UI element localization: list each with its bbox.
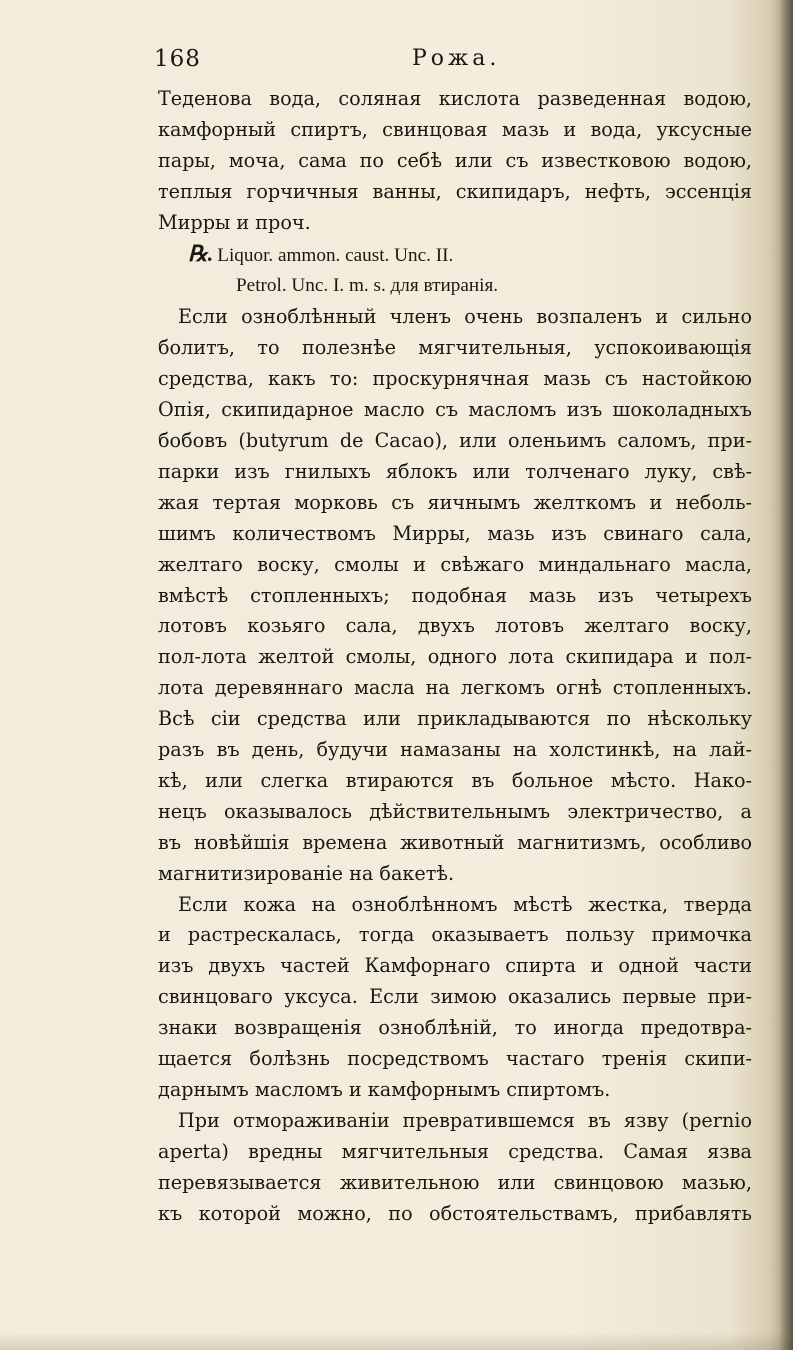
text-line: шимъ количествомъ Мирры, мазь изъ свинаго сала,	[158, 521, 752, 545]
text-line: пол-лота желтой смолы, одного лота скипидара и пол-	[158, 645, 752, 669]
text-line: лота деревяннаго масла на легкомъ огнѣ стопленныхъ.	[158, 676, 752, 700]
prescription-line	[158, 239, 752, 272]
text-line: Опія, скипидарное масло съ масломъ изъ шоколадныхъ	[158, 398, 752, 422]
text-line: въ новѣйшія времена животный магнитизмъ, особливо	[158, 830, 752, 854]
text-line: теплыя горчичныя ванны, скипидаръ, нефть, эссенція	[158, 179, 752, 203]
text-line: Если озноблѣнный членъ очень возпаленъ и сильно	[178, 305, 752, 329]
body-text	[158, 84, 752, 1230]
page-edge-shadow	[779, 0, 793, 1350]
text-line: нецъ оказывалось дѣйствительнымъ электричество, а	[158, 799, 752, 823]
text-line: aperta) вредны мягчительныя средства. Самая язва	[158, 1139, 752, 1163]
text-line: болитъ, то полезнѣе мягчительныя, успокоивающія	[158, 336, 752, 360]
prescription-line: Petrol. Unc. I. m. s. для втиранія.	[236, 275, 499, 297]
text-line: При отмораживаніи превратившемся въ язву (pernio	[178, 1108, 752, 1132]
text-line: щается болѣзнь посредствомъ частаго тренія скипи-	[158, 1047, 752, 1071]
text-line: бобовъ (butyrum de Cacao), или оленьимъ саломъ, при-	[158, 428, 752, 452]
running-title: Рожа.	[412, 46, 501, 71]
text-line: кѣ, или слегка втираются въ больное мѣсто. Нако-	[158, 768, 752, 792]
text-line: свинцоваго уксуса. Если зимою оказались первые при-	[158, 985, 752, 1009]
prescription-text: Liquor. ammon. caust. Unc. II.	[217, 244, 454, 266]
text-line: Если кожа на озноблѣнномъ мѣстѣ жестка, тверда	[178, 892, 752, 916]
text-line: къ которой можно, по обстоятельствамъ, прибавлять	[158, 1201, 752, 1225]
text-line: средства, какъ то: проскурнячная мазь съ настойкою	[158, 367, 752, 391]
page-bottom-shadow	[0, 1332, 793, 1350]
recipe-symbol: ℞.	[188, 240, 214, 266]
text-line: Всѣ сіи средства или прикладываются по нѣскольку	[158, 707, 752, 731]
text-line: изъ двухъ частей Камфорнаго спирта и одной части	[158, 954, 752, 978]
text-line: Мирры и проч.	[158, 210, 311, 234]
text-line: перевязывается живительною или свинцовою мазью,	[158, 1170, 752, 1194]
text-line: разъ въ день, будучи намазаны на холстинкѣ, на лай-	[158, 738, 752, 762]
text-line: парки изъ гнилыхъ яблокъ или толченаго луку, свѣ-	[158, 459, 752, 483]
text-line: Теденова вода, соляная кислота разведенная водою,	[158, 87, 752, 110]
text-line: и растрескалась, тогда оказываетъ пользу примочка	[158, 923, 752, 947]
text-line: жая тертая морковь съ яичнымъ желткомъ и неболь-	[158, 490, 752, 514]
text-line: дарнымъ масломъ и камфорнымъ спиртомъ.	[158, 1078, 611, 1101]
text-line: камфорный спиртъ, свинцовая мазь и вода, уксусные	[158, 117, 752, 141]
text-line: магнитизированіе на бакетѣ.	[158, 861, 455, 885]
text-line: пары, моча, сама по себѣ или съ известковою водою,	[158, 148, 752, 172]
page-number: 168	[154, 46, 201, 72]
text-line: лотовъ козьяго сала, двухъ лотовъ желтаго воску,	[158, 614, 752, 638]
text-line: знаки возвращенія озноблѣній, то иногда предотвра-	[158, 1016, 752, 1040]
page-header	[154, 46, 501, 76]
text-line: желтаго воску, смолы и свѣжаго миндальнаго масла,	[158, 552, 752, 576]
text-line: вмѣстѣ стопленныхъ; подобная мазь изъ четырехъ	[158, 583, 752, 607]
